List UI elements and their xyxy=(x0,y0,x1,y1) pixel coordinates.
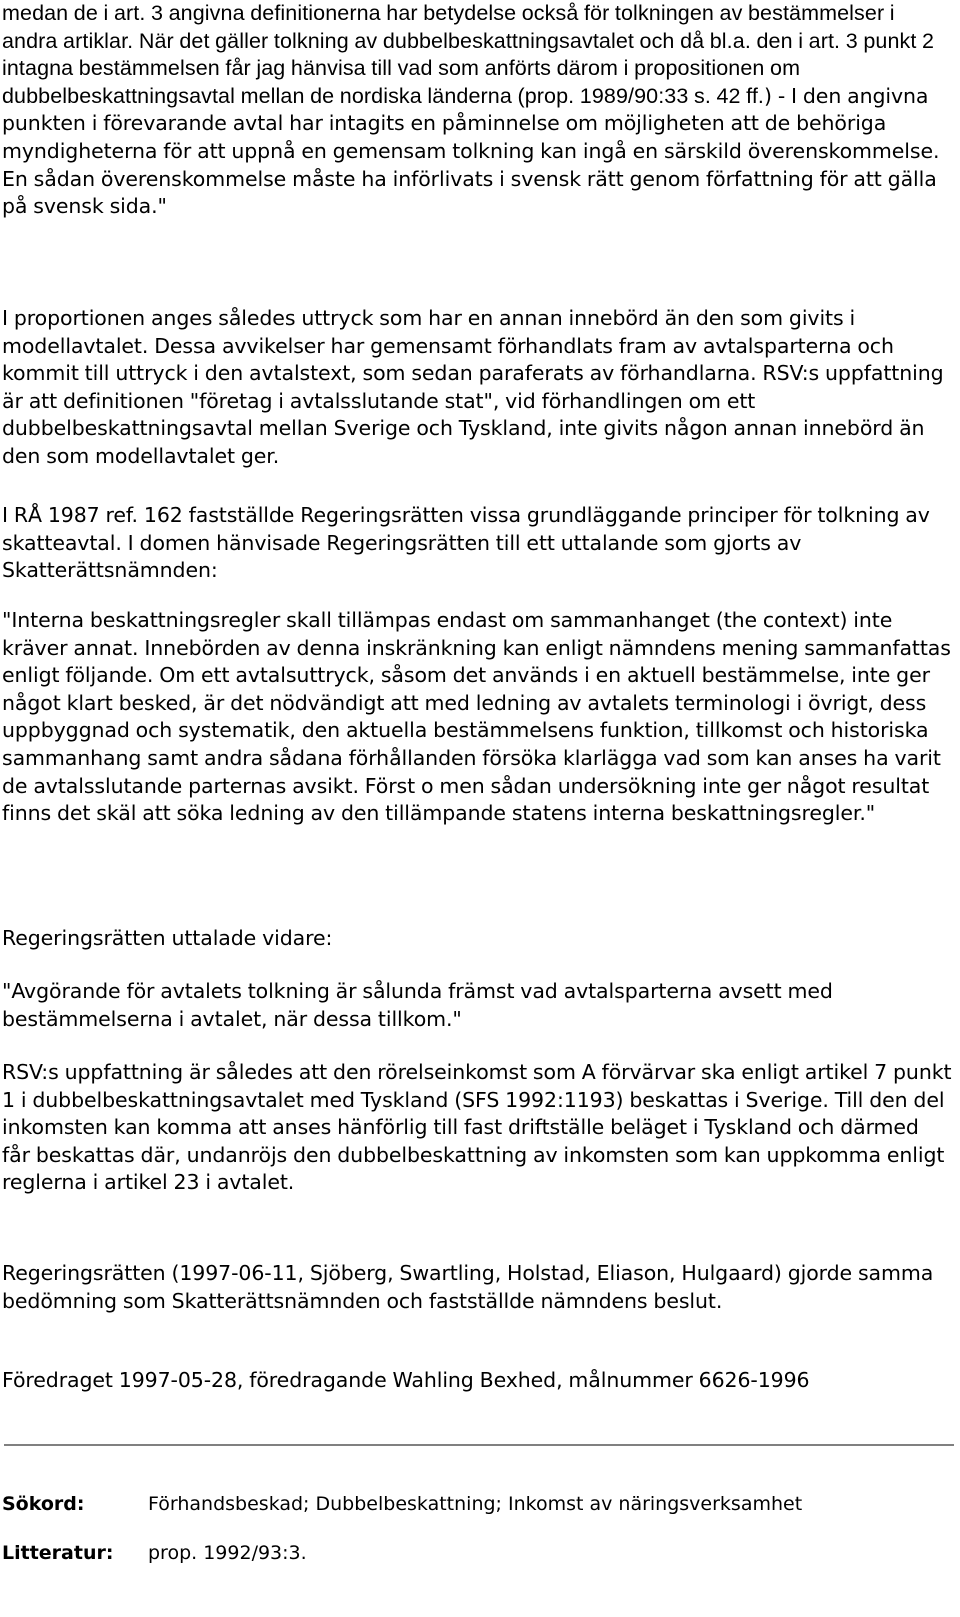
sokord-value: Förhandsbeskad; Dubbelbeskattning; Inkomst av näringsverksamhet xyxy=(148,1493,803,1515)
paragraph-proposition-quote xyxy=(2,0,952,221)
paragraph-ra-1987: I RÅ 1987 ref. 162 fastställde Regeringsrätten vissa grundläggande principer för tolkning av skatteavtal. I domen hänvisade Regeringsrätten till ett uttalande som gjorts av Skatterättsnämnden: xyxy=(2,503,930,583)
paragraph-interna-beskattningsregler-quote: "Interna beskattningsregler skall tillämpas endast om sammanhanget (the context) inte kräver annat. Innebörden av denna inskränkning kan enligt nämndens mening sammanfattas enligt följande. Om ett avtalsuttryck, såsom det används i en aktuell bestämmelse, inte ger något klart besked, är det nödvändigt att med ledning av avtalets terminologi i övrigt, dess uppbyggnad och systematik, den aktuella bestämmelsens funktion, tillkomst och historiska sammanhang samt andra sådana förhållanden försöka klarlägga vad som kan anses ha varit de avtalsslutande parternas avsikt. Först o men sådan undersökning inte ger något resultat finns det skäl att söka ledning av den tillämpande statens interna beskattningsregler." xyxy=(2,608,951,826)
paragraph-foredraget: Föredraget 1997-05-28, föredragande Wahling Bexhed, målnummer 6626-1996 xyxy=(2,1368,810,1392)
horizontal-divider xyxy=(4,1444,954,1446)
paragraph-rest-text: ) - I den angivna punkten i förevarande avtal har intagits en påminnelse om möjligheten att de behöriga myndigheterna för att uppnå en gemensam tolkning kan ingå en särskild överenskommelse. En sådan överenskommelse måste ha införlivats i svensk rätt genom författning för att gälla på svensk sida." xyxy=(2,83,940,219)
paragraph-regeringsratten-uttalade: Regeringsrätten uttalade vidare: xyxy=(2,926,333,950)
litteratur-value: prop. 1992/93:3. xyxy=(148,1542,307,1564)
paragraph-regeringsratten-beslut: Regeringsrätten (1997-06-11, Sjöberg, Swartling, Holstad, Eliason, Hulgaard) gjorde samma bedömning som Skatterättsnämnden och fastställde nämndens beslut. xyxy=(2,1261,934,1313)
sokord-label: Sökord: xyxy=(2,1493,85,1515)
paragraph-avgorande-quote: "Avgörande för avtalets tolkning är sålunda främst vad avtalsparterna avsett med bestämmelserna i avtalet, när dessa tillkom." xyxy=(2,979,833,1031)
meta-row-litteratur xyxy=(2,1541,952,1566)
paragraph-proportionen: I proportionen anges således uttryck som har en annan innebörd än den som givits i modellavtalet. Dessa avvikelser har gemensamt förhandlats fram av avtalsparterna och kommit till uttryck i den avtalstext, som sedan paraferats av förhandlarna. RSV:s uppfattning är att definitionen "företag i avtalsslutande stat", vid förhandlingen om ett dubbelbeskattningsavtal mellan Sverige och Tyskland, inte givits någon annan innebörd än den som modellavtalet ger. xyxy=(2,306,944,468)
paragraph-rsv-uppfattning: RSV:s uppfattning är således att den rörelseinkomst som A förvärvar ska enligt artikel 7 punkt 1 i dubbelbeskattningsavtalet med Tyskland (SFS 1992:1193) beskattas i Sverige. Till den del inkomsten kan komma att anses hänförlig till fast driftställe beläget i Tyskland och därmed får beskattas där, undanröjs den dubbelbeskattning av inkomsten som kan uppkomma enligt reglerna i artikel 23 i avtalet. xyxy=(2,1060,952,1195)
litteratur-label: Litteratur: xyxy=(2,1542,114,1564)
meta-row-sokord xyxy=(2,1492,952,1517)
paragraph-lead-text: medan de i art. 3 angivna definitionerna har betydelse också för tolkningen av bestämmelser i andra artiklar. När det gäller tolkning av dubbelbeskattningsavtalet och då bl.a. den i art. 3 punkt 2 intagna bestämmelsen får jag hänvisa till vad som anförts därom i propositionen om dubbelbeskattningsavtal mellan de nordiska länderna (prop. 1989/90:33 s. 42 ff. xyxy=(2,1,935,108)
